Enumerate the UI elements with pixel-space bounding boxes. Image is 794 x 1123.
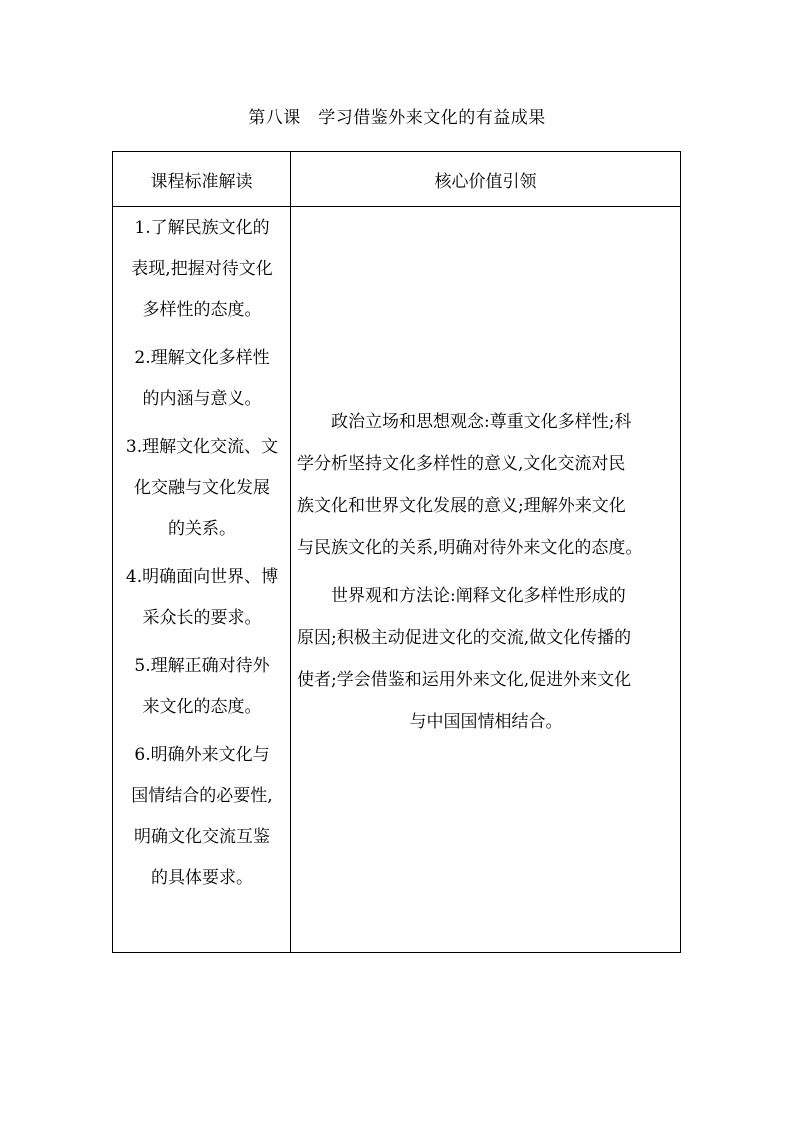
value-paragraph xyxy=(297,401,675,569)
standard-item xyxy=(117,427,287,550)
value-line: 世界观和方法论:阐释文化多样性形成的 xyxy=(331,586,626,606)
value-line: 学分析坚持文化多样性的意义,文化交流对民 xyxy=(297,454,626,474)
header-core-values: 核心价值引领 xyxy=(434,171,537,192)
value-paragraph xyxy=(297,575,675,743)
standard-line: 国情结合的必要性, xyxy=(131,786,273,806)
header-divider xyxy=(113,206,680,207)
standard-item xyxy=(117,646,287,728)
standard-item xyxy=(117,735,287,899)
standard-item xyxy=(117,338,287,420)
curriculum-table xyxy=(112,151,681,953)
standard-line: 的内涵与意义。 xyxy=(142,389,262,409)
standard-line: 采众长的要求。 xyxy=(142,608,262,628)
standard-item xyxy=(117,208,287,331)
header-curriculum-standards: 课程标准解读 xyxy=(150,171,253,192)
standards-column xyxy=(117,208,287,906)
value-line: 使者;学会借鉴和运用外来文化,促进外来文化 xyxy=(297,670,632,690)
value-line: 族文化和世界文化发展的意义;理解外来文化 xyxy=(297,496,626,516)
standard-line: 2.理解文化多样性 xyxy=(134,348,270,368)
standard-item xyxy=(117,557,287,639)
standard-line: 来文化的态度。 xyxy=(142,697,262,717)
standard-line: 4.明确面向世界、博 xyxy=(125,567,279,587)
standard-line: 1.了解民族文化的 xyxy=(134,218,270,238)
standard-line: 表现,把握对待文化 xyxy=(131,259,273,279)
page-title: 第八课 学习借鉴外来文化的有益成果 xyxy=(248,108,546,128)
standard-line: 的关系。 xyxy=(168,519,236,539)
value-line: 与民族文化的关系,明确对待外来文化的态度。 xyxy=(297,538,643,558)
standard-line: 3.理解文化交流、文 xyxy=(125,437,279,457)
value-line: 原因;积极主动促进文化的交流,做文化传播的 xyxy=(297,628,632,648)
standard-line: 明确文化交流互鉴 xyxy=(134,827,270,847)
standard-line: 5.理解正确对待外 xyxy=(134,656,270,676)
standard-line: 化交融与文化发展 xyxy=(134,478,270,498)
column-divider xyxy=(290,152,291,952)
standard-line: 多样性的态度。 xyxy=(142,300,262,320)
value-line: 政治立场和思想观念:尊重文化多样性;科 xyxy=(331,412,632,432)
standard-line: 6.明确外来文化与 xyxy=(134,745,270,765)
value-line: 与中国国情相结合。 xyxy=(409,712,563,732)
core-values-column xyxy=(297,401,675,743)
standard-line: 的具体要求。 xyxy=(151,868,253,888)
